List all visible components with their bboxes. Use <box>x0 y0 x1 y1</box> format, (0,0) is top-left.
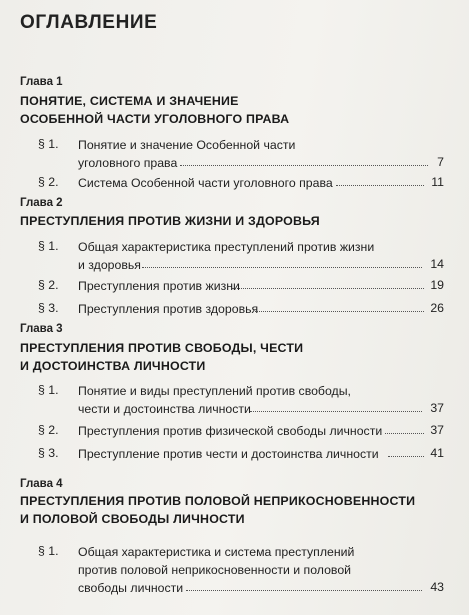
section-title-line: Система Особенной части уголовного права <box>78 176 333 190</box>
section-title-line: уголовного права <box>78 156 178 170</box>
section-number: § 2. <box>38 278 59 292</box>
section-number: § 1. <box>38 544 59 558</box>
section-title-line: против половой неприкосновенности и половой <box>78 563 352 577</box>
dot-leader <box>336 185 424 186</box>
section-title-line: и здоровья <box>78 258 141 272</box>
section-number: § 1. <box>38 383 59 397</box>
section-title-line: Понятие и значение Особенной части <box>78 138 296 152</box>
dot-leader <box>250 411 422 412</box>
page-number: 7 <box>437 155 444 169</box>
chapter-title-line: ПРЕСТУПЛЕНИЯ ПРОТИВ СВОБОДЫ, ЧЕСТИ <box>20 341 304 355</box>
section-number: § 3. <box>38 446 59 460</box>
toc-entry[interactable] <box>0 238 469 274</box>
dot-leader <box>232 288 424 289</box>
section-title-line: чести и достоинства личности <box>78 402 251 416</box>
dot-leader <box>385 433 424 434</box>
toc-entry[interactable] <box>0 300 469 336</box>
toc-entry[interactable] <box>0 174 469 210</box>
section-title-line: Преступление против чести и достоинства личности <box>78 447 379 461</box>
chapter-title-line: ПРЕСТУПЛЕНИЯ ПРОТИВ ЖИЗНИ И ЗДОРОВЬЯ <box>20 214 320 228</box>
chapter-title-line: И ДОСТОИНСТВА ЛИЧНОСТИ <box>20 359 206 373</box>
page-number: 37 <box>430 423 444 437</box>
toc-entry[interactable] <box>0 445 469 481</box>
page-number: 26 <box>430 301 444 315</box>
section-number: § 3. <box>38 301 59 315</box>
chapter-label: Глава 1 <box>20 76 63 88</box>
section-title-line: Преступления против физической свободы личности <box>78 424 383 438</box>
section-title-line: Преступления против жизни <box>78 279 240 293</box>
section-number: § 2. <box>38 175 59 189</box>
page-number: 41 <box>430 446 444 460</box>
chapter-title-line: ПОНЯТИЕ, СИСТЕМА И ЗНАЧЕНИЕ <box>20 94 239 108</box>
toc-entry[interactable] <box>0 543 469 599</box>
section-title-line: Общая характеристика преступлений против жизни <box>78 240 375 254</box>
page-number: 19 <box>430 278 444 292</box>
dot-leader <box>180 165 428 166</box>
section-number: § 1. <box>38 239 59 253</box>
toc-entry[interactable] <box>0 382 469 418</box>
page-number: 43 <box>430 580 444 594</box>
section-title-line: Общая характеристика и система преступлений <box>78 545 355 559</box>
chapter-label: Глава 4 <box>20 478 63 490</box>
dot-leader <box>186 590 422 591</box>
section-number: § 1. <box>38 137 59 151</box>
chapter-title-line: ПРЕСТУПЛЕНИЯ ПРОТИВ ПОЛОВОЙ НЕПРИКОСНОВЕННОСТИ <box>20 494 416 508</box>
dot-leader <box>388 456 424 457</box>
page-number: 37 <box>430 401 444 415</box>
chapter-label: Глава 3 <box>20 323 63 335</box>
chapter-title-line: ОСОБЕННОЙ ЧАСТИ УГОЛОВНОГО ПРАВА <box>20 112 290 126</box>
chapter-label: Глава 2 <box>20 197 63 209</box>
section-title-line: свободы личности <box>78 581 184 595</box>
page-title: ОГЛАВЛЕНИЕ <box>20 12 158 33</box>
toc-entry[interactable] <box>0 136 469 172</box>
dot-leader <box>142 267 422 268</box>
page-number: 14 <box>430 257 444 271</box>
page-number: 11 <box>431 175 444 189</box>
section-title-line: Понятие и виды преступлений против свободы, <box>78 384 351 398</box>
dot-leader <box>253 311 424 312</box>
section-number: § 2. <box>38 423 59 437</box>
chapter-title-line: И ПОЛОВОЙ СВОБОДЫ ЛИЧНОСТИ <box>20 512 245 526</box>
section-title-line: Преступления против здоровья <box>78 302 259 316</box>
